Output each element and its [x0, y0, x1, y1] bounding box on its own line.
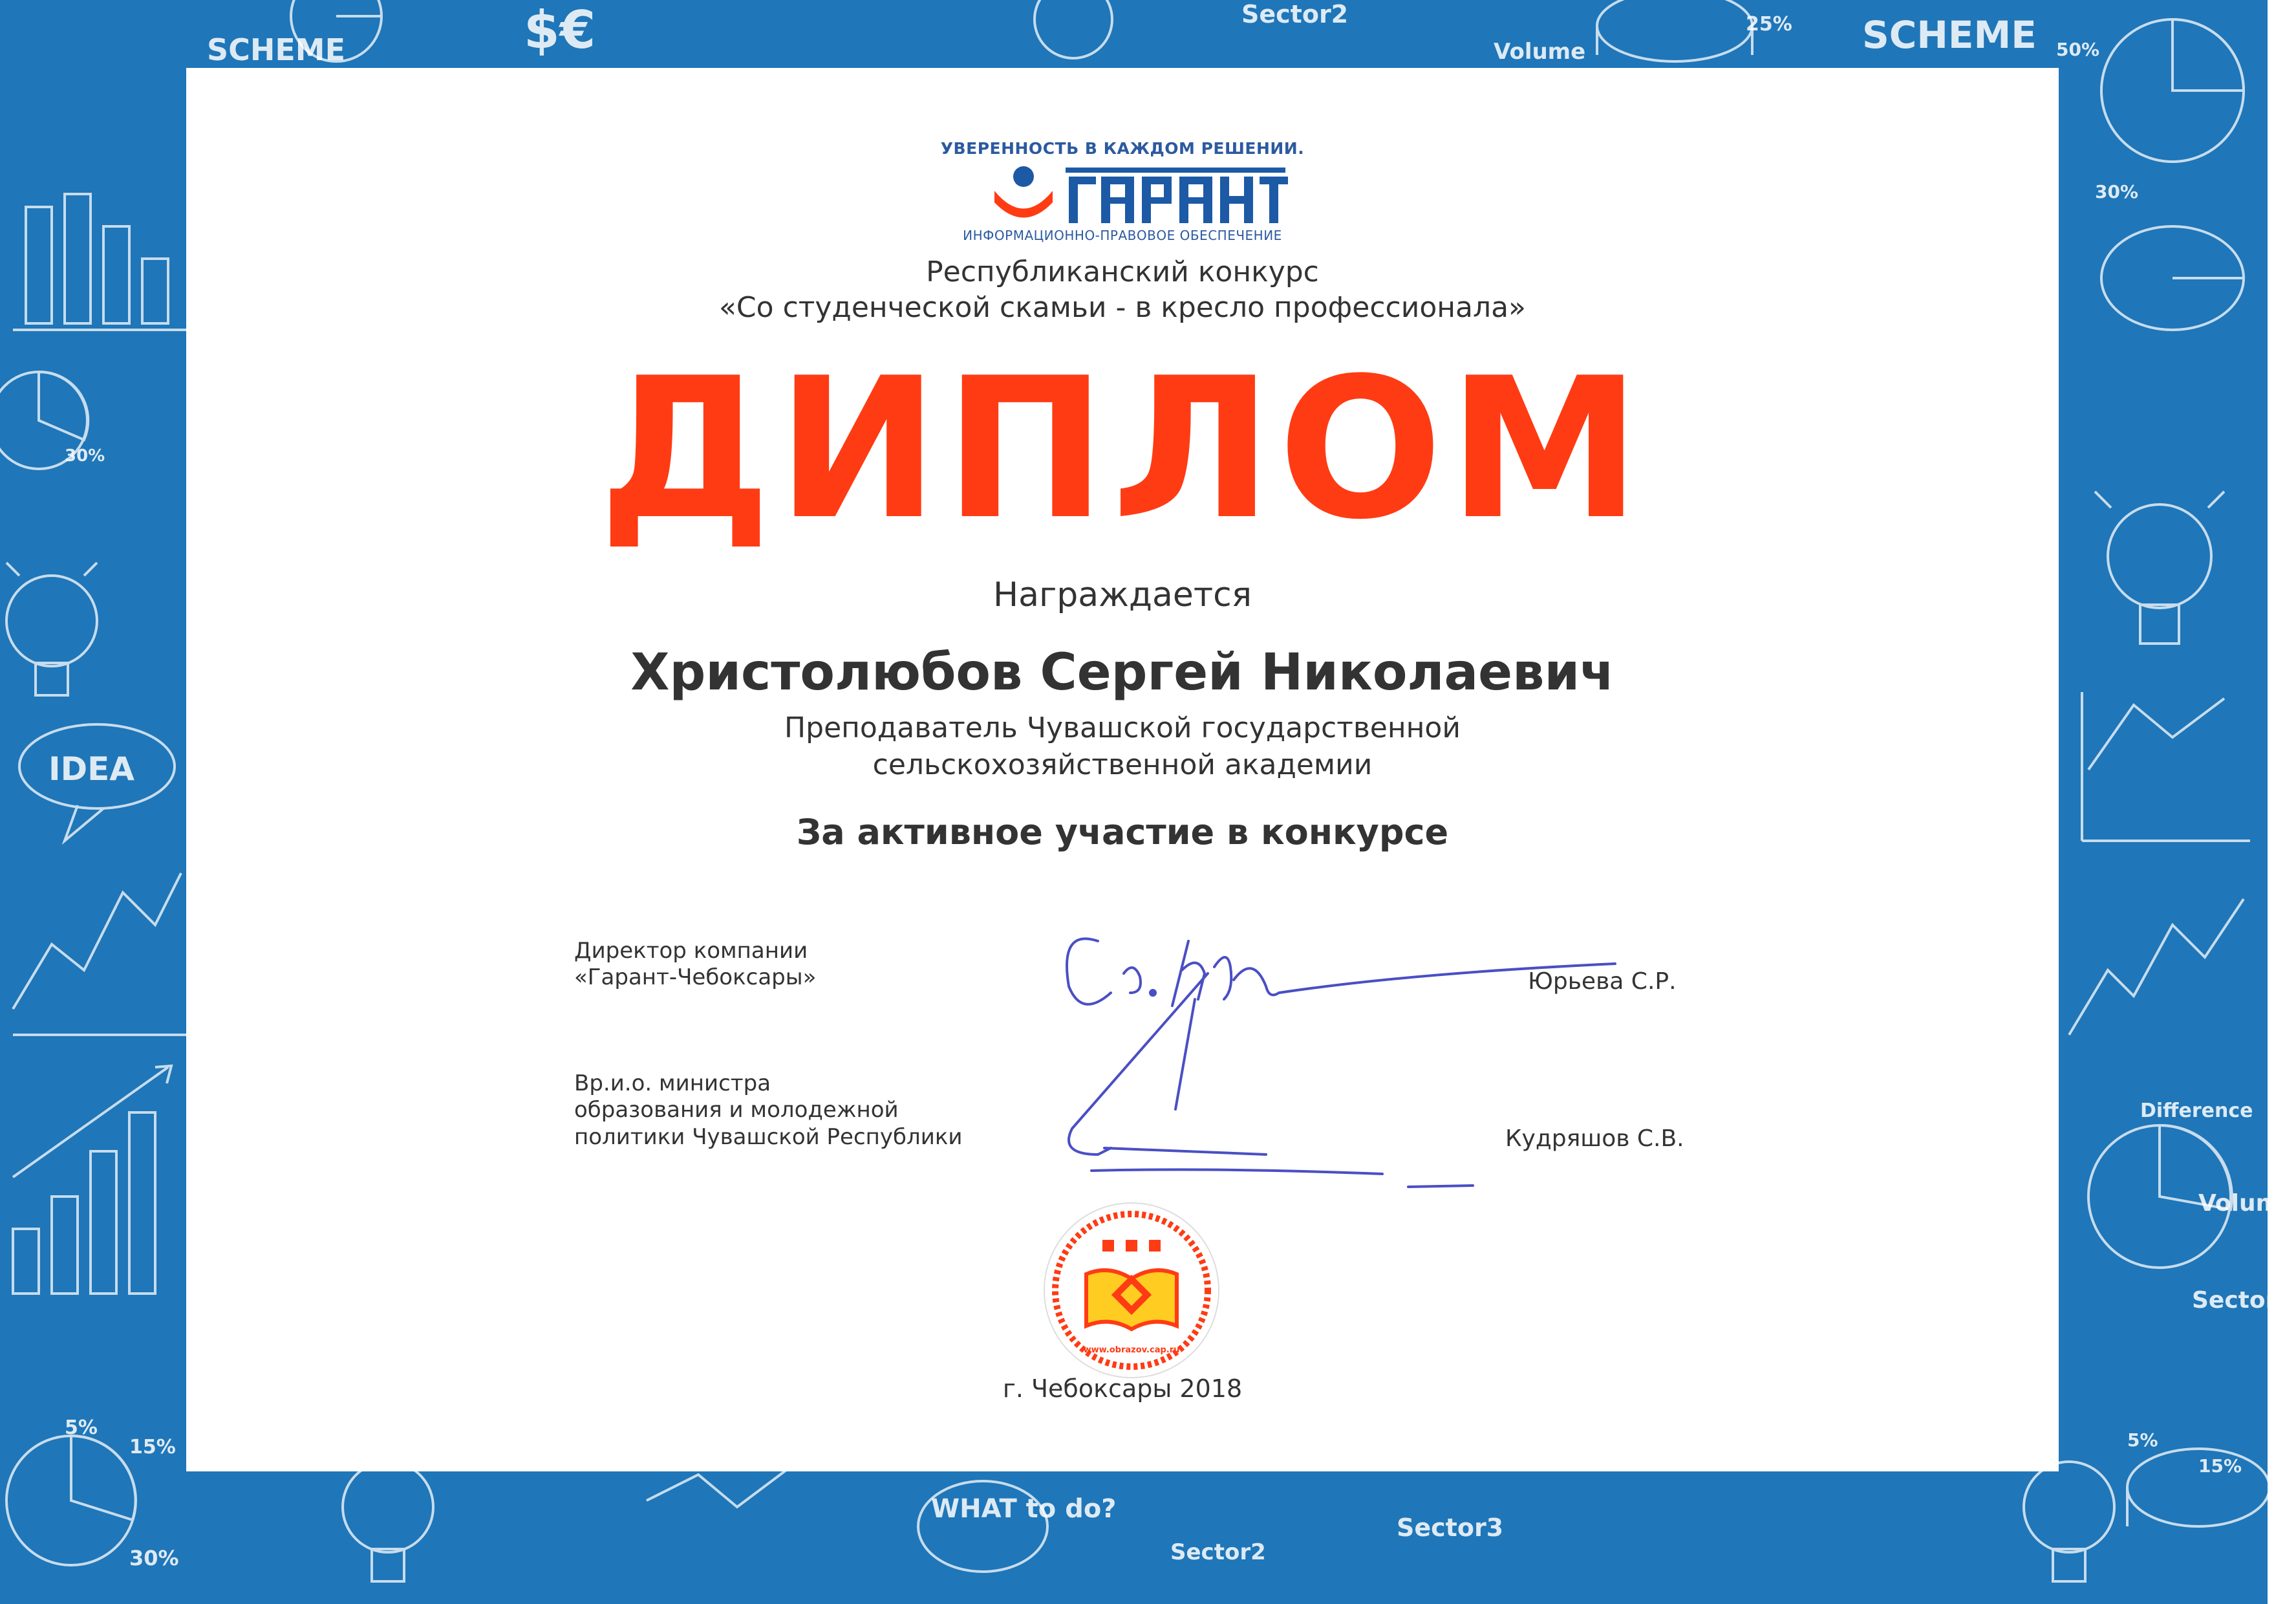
doodle-label: 15%: [129, 1436, 176, 1458]
pie-chart-icon: [1597, 0, 1752, 61]
pie-chart-icon: [2101, 19, 2244, 162]
contest-name-line1: Республиканский конкурс: [926, 255, 1319, 288]
signatory-name: Юрьева С.Р.: [1528, 968, 1677, 995]
signatory-role: [574, 1070, 962, 1151]
doodle-label: SCHEME: [1862, 13, 2037, 57]
signatory-role-line: Директор компании: [574, 938, 808, 964]
doodle-label: Volume: [1494, 39, 1586, 65]
line-graph-icon: [2069, 899, 2244, 1035]
lightbulb-icon: [1035, 0, 1112, 58]
lightbulb-icon: [2024, 1462, 2114, 1581]
doodle-label: Sector2: [1241, 0, 1349, 28]
doodle-label: WHAT to do?: [931, 1494, 1117, 1524]
doodle-label: Volume: [2198, 1190, 2296, 1217]
recipient-position-line2: сельскохозяйственной академии: [872, 748, 1373, 781]
signatory-role-line: Вр.и.о. министра: [574, 1070, 771, 1096]
diploma-sheet: [186, 68, 2059, 1471]
doodle-label: 30%: [65, 446, 105, 466]
doodle-label: 15%: [2198, 1455, 2242, 1477]
line-graph-icon: [647, 1468, 789, 1507]
bar-chart-icon: [13, 1066, 171, 1294]
doodle-label: 30%: [2095, 181, 2139, 202]
doodle-label: 30%: [129, 1546, 179, 1570]
doodle-label: $€: [524, 0, 596, 60]
award-reason: За активное участие в конкурсе: [796, 812, 1449, 852]
garant-logo: [988, 165, 1292, 230]
doodle-label: Sector3: [1397, 1513, 1504, 1542]
doodle-label: SCHEME: [207, 32, 346, 67]
bar-chart-icon: [13, 194, 188, 330]
doodle-label: 25%: [1746, 13, 1792, 36]
doodle-label: 5%: [65, 1416, 98, 1439]
signatory-role-line: «Гарант-Чебоксары»: [574, 964, 817, 991]
line-graph-icon: [2082, 692, 2250, 841]
contest-name-line2: «Со студенческой скамьи - в кресло профессионала»: [719, 291, 1526, 324]
signatory-name: Кудряшов С.В.: [1505, 1125, 1684, 1152]
signatory-role-line: образования и молодежной: [574, 1097, 899, 1123]
doodle-label: 5%: [2127, 1429, 2158, 1451]
seal-url: www.obrazov.cap.ru: [1083, 1345, 1180, 1355]
doodle-label: Difference: [2140, 1100, 2253, 1122]
awarded-label: Награждается: [993, 576, 1252, 614]
signatory-role-line: политики Чувашской Республики: [574, 1123, 963, 1150]
handwritten-signature: [1020, 863, 1654, 1226]
recipient-position-line1: Преподаватель Чувашской государственной: [784, 711, 1461, 744]
doodle-label: Sector3: [2192, 1287, 2293, 1314]
doodle-label: Sector2: [1170, 1539, 1266, 1565]
signatory-role: [574, 938, 816, 992]
logo-subtitle: ИНФОРМАЦИОННО-ПРАВОВОЕ ОБЕСПЕЧЕНИЕ: [963, 228, 1282, 243]
doodle-label: IDEA: [48, 750, 134, 788]
line-graph-icon: [13, 873, 188, 1035]
ministry-seal: [1041, 1200, 1222, 1381]
pie-chart-icon: [2101, 226, 2244, 330]
diploma-title: ДИПЛОМ: [598, 336, 1647, 562]
place-and-date: г. Чебоксары 2018: [1002, 1374, 1243, 1403]
pie-chart-icon: [6, 1436, 136, 1565]
recipient-name: Христолюбов Сергей Николаевич: [630, 644, 1615, 702]
lightbulb-icon: [343, 1462, 433, 1581]
company-slogan: УВЕРЕННОСТЬ В КАЖДОМ РЕШЕНИИ.: [940, 139, 1305, 158]
lightbulb-icon: [6, 563, 97, 695]
doodle-label: 50%: [2056, 39, 2100, 60]
lightbulb-icon: [2095, 492, 2224, 644]
